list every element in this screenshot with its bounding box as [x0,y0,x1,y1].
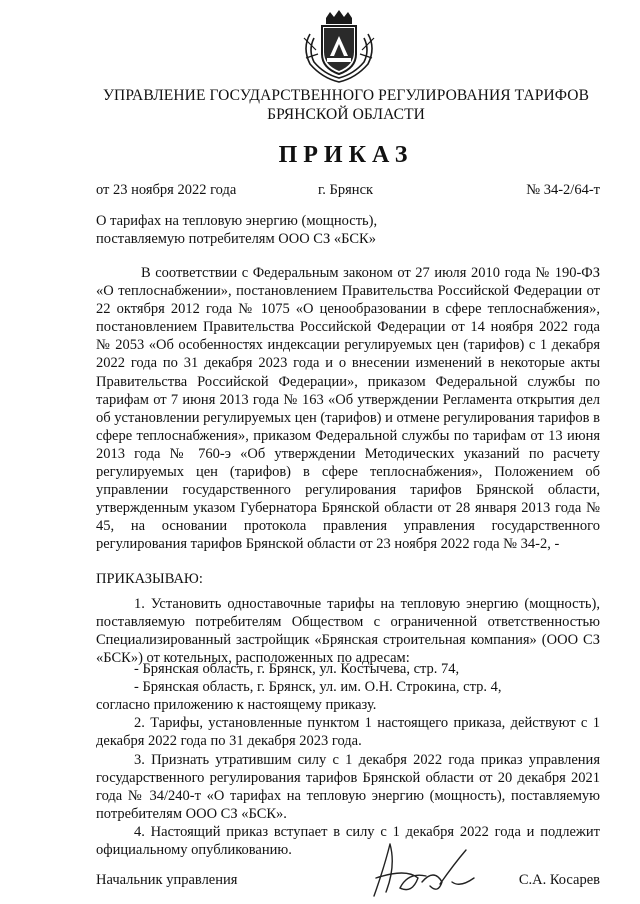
handwritten-signature-icon [356,838,486,902]
org-line-1: УПРАВЛЕНИЕ ГОСУДАРСТВЕННОГО РЕГУЛИРОВАНИЯ ТАРИФОВ [102,87,590,104]
order-city: г. Брянск [318,182,374,198]
subject-line-2: поставляемую потребителям ООО СЗ «БСК» [96,231,376,247]
order-date: от 23 ноября 2022 года [96,182,237,198]
address-list [96,660,600,714]
order-number: № 34-2/64-т [526,182,600,198]
preamble-paragraph: В соответствии с Федеральным законом от 27 июля 2010 года № 190-ФЗ «О теплоснабжении», постановлением Правительства Российской Федерации от 22 октября 2012 года № 1075 «О ценообразовании в сфере теплоснабжения», постановлением Правительства Российской Федерации от 14 ноября 2022 года № 2053 «Об особенностях индексации регулируемых цен (тарифов) с 1 декабря 2022 года по 31 декабря 2023 года и о внесении изменений в некоторые акты Правительства Российской Федерации», приказом Федеральной службы по тарифам от 7 июня 2013 года № 163 «Об утверждении Регламента открытия дел об установлении регулируемых цен (тарифов) и отмене регулирования тарифов в сфере теплоснабжения», приказом Федеральной службы по тарифам от 13 июня 2013 года № 760-э «Об утверждении Методических указаний по расчету регулируемых цен (тарифов) в сфере теплоснабжения», Положением об управлении государственного регулирования тарифов Брянской области, утвержденным указом Губернатора Брянской области от 28 января 2013 года № 45, на основании протокола правления управления государственного регулирования тарифов Брянской области от 23 ноября 2022 года № 34-2, - [96,265,600,553]
coat-of-arms-icon [296,8,382,86]
address-item: - Брянская область, г. Брянск, ул. Костычева, стр. 74, [134,661,460,677]
order-item-2: 2. Тарифы, установленные пунктом 1 настоящего приказа, действуют с 1 декабря 2022 года по 31 декабря 2023 года. [96,715,600,750]
organization-name [88,86,604,124]
address-item: - Брянская область, г. Брянск, ул. им. О.Н. Строкина, стр. 4, [134,679,502,696]
order-item-1: 1. Установить одноставочные тарифы на тепловую энергию (мощность), поставляемую потребителям Обществом с ограниченной ответственностью Специализированный застройщик «Брянская строительная компания» (ООО СЗ «БСК») от котельных, расположенных по адресам: [96,596,600,667]
subject-line-1: О тарифах на тепловую энергию (мощность), [96,213,378,229]
order-heading: ПРИКАЗЫВАЮ: [96,571,203,587]
org-line-2: БРЯНСКОЙ ОБЛАСТИ [267,106,425,123]
signatory-position: Начальник управления [96,872,238,888]
signatory-name: С.А. Косарев [518,872,600,888]
order-item-3: 3. Признать утратившим силу с 1 декабря 2022 года приказ управления государственного регулирования тарифов Брянской области от 20 декабря 2021 года № 34/240-т «О тарифах на тепловую энергию (мощность), поставляемую потребителям ООО СЗ «БСК». [96,752,600,823]
appendix-reference: согласно приложению к настоящему приказу. [96,697,377,714]
order-item-4: 4. Настоящий приказ вступает в силу с 1 декабря 2022 года и подлежит официальному опубликованию. [96,824,600,859]
order-subject [96,212,496,248]
document-title: ПРИКАЗ [278,142,414,168]
